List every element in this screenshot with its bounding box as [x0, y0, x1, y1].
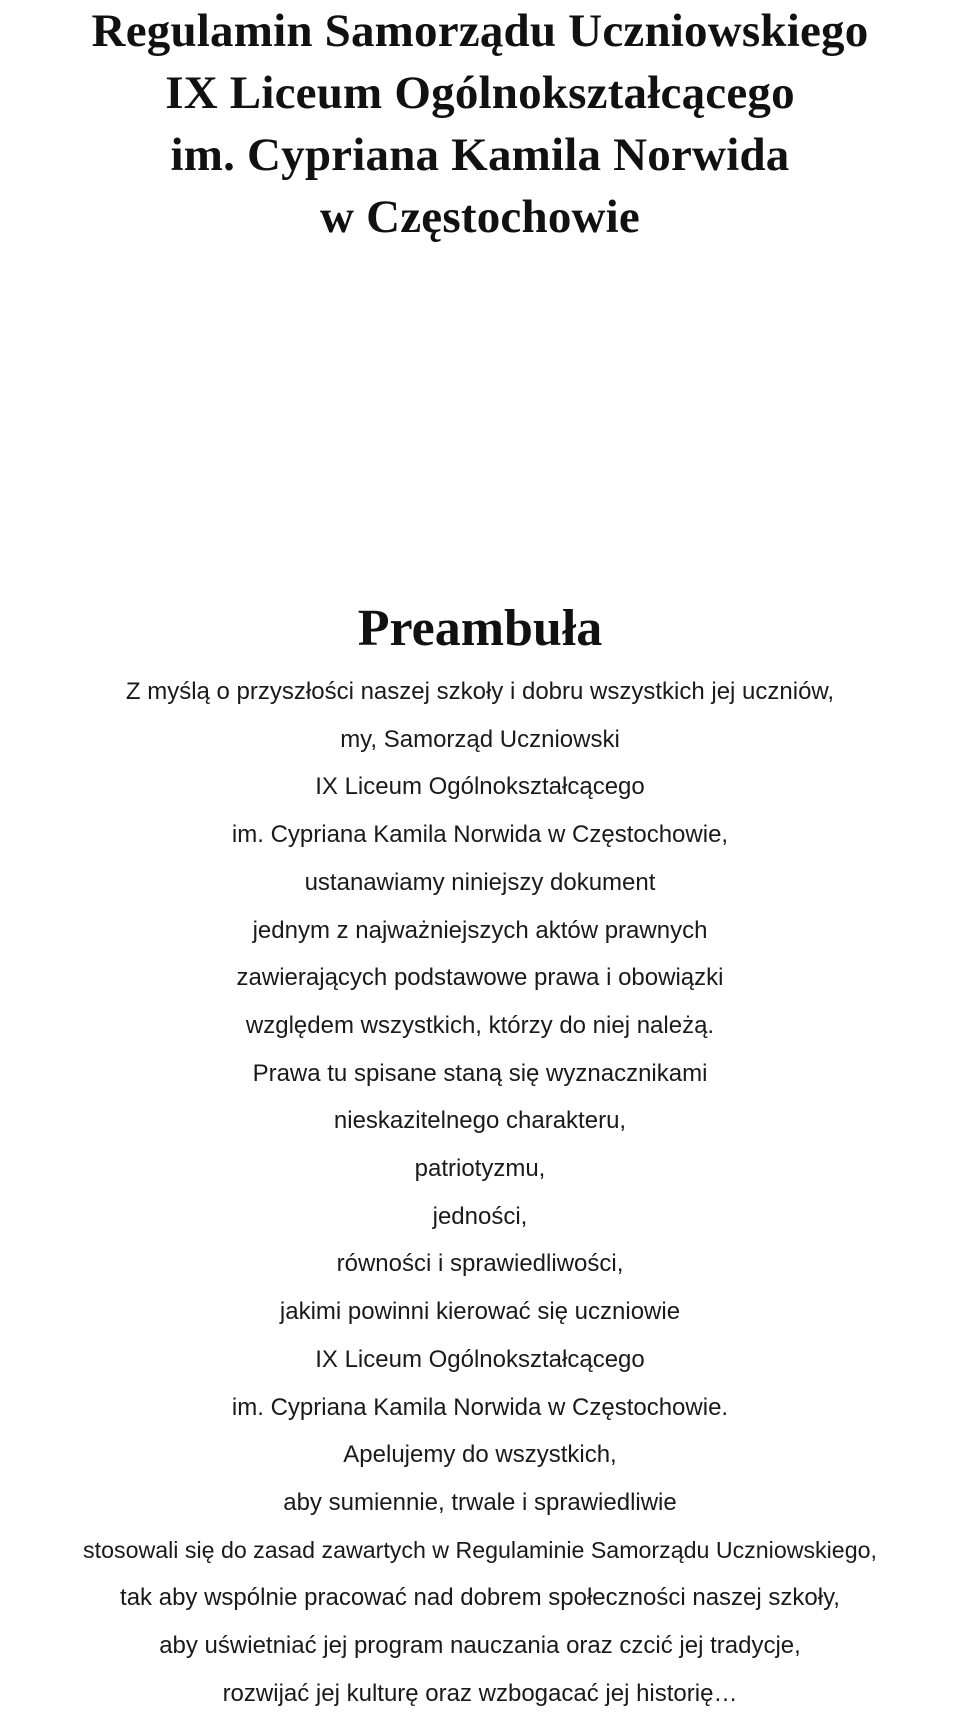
preamble-line: Prawa tu spisane staną się wyznacznikami	[252, 1059, 708, 1087]
preamble-line: nieskazitelnego charakteru,	[333, 1107, 627, 1135]
preamble-line: równości i sprawiedliwości,	[336, 1250, 624, 1278]
preamble-line: rozwijać jej kulturę oraz wzbogacać jej historię…	[222, 1679, 738, 1707]
title-line: im. Cypriana Kamila Norwida	[170, 129, 790, 181]
preamble-line: my, Samorząd Uczniowski	[340, 725, 620, 753]
preamble-line: im. Cypriana Kamila Norwida w Częstochowie,	[231, 821, 729, 849]
preamble-line: patriotyzmu,	[414, 1155, 546, 1183]
preamble-line: jakimi powinni kierować się uczniowie	[279, 1298, 681, 1326]
preamble-line: zawierających podstawowe prawa i obowiązki	[236, 964, 724, 992]
preamble-line: aby sumiennie, trwale i sprawiedliwie	[283, 1488, 677, 1516]
title-line: w Częstochowie	[320, 191, 640, 243]
title-line: Regulamin Samorządu Uczniowskiego	[91, 5, 869, 57]
preamble-text	[0, 668, 960, 1717]
title-line: IX Liceum Ogólnokształcącego	[165, 67, 795, 119]
preamble-line: IX Liceum Ogólnokształcącego	[315, 1345, 645, 1373]
preamble-line: Apelujemy do wszystkich,	[343, 1441, 617, 1469]
preamble-heading: Preambuła	[357, 600, 603, 657]
preamble-line: jednym z najważniejszych aktów prawnych	[252, 916, 708, 944]
preamble-line: tak aby wspólnie pracować nad dobrem społeczności naszej szkoły,	[120, 1584, 840, 1612]
preamble-line: ustanawiamy niniejszy dokument	[304, 868, 656, 896]
preamble-line: im. Cypriana Kamila Norwida w Częstochowie.	[231, 1393, 729, 1421]
preamble-line: aby uświetniać jej program nauczania oraz czcić jej tradycje,	[159, 1632, 801, 1660]
preamble-line: jedności,	[432, 1202, 528, 1230]
preamble-line: Z myślą o przyszłości naszej szkoły i dobru wszystkich jej uczniów,	[125, 678, 835, 705]
preamble-line: stosowali się do zasad zawartych w Regulaminie Samorządu Uczniowskiego,	[83, 1536, 877, 1563]
preamble-line: względem wszystkich, którzy do niej należą.	[245, 1011, 715, 1039]
preamble-line: IX Liceum Ogólnokształcącego	[315, 773, 645, 801]
document-title	[0, 0, 960, 248]
